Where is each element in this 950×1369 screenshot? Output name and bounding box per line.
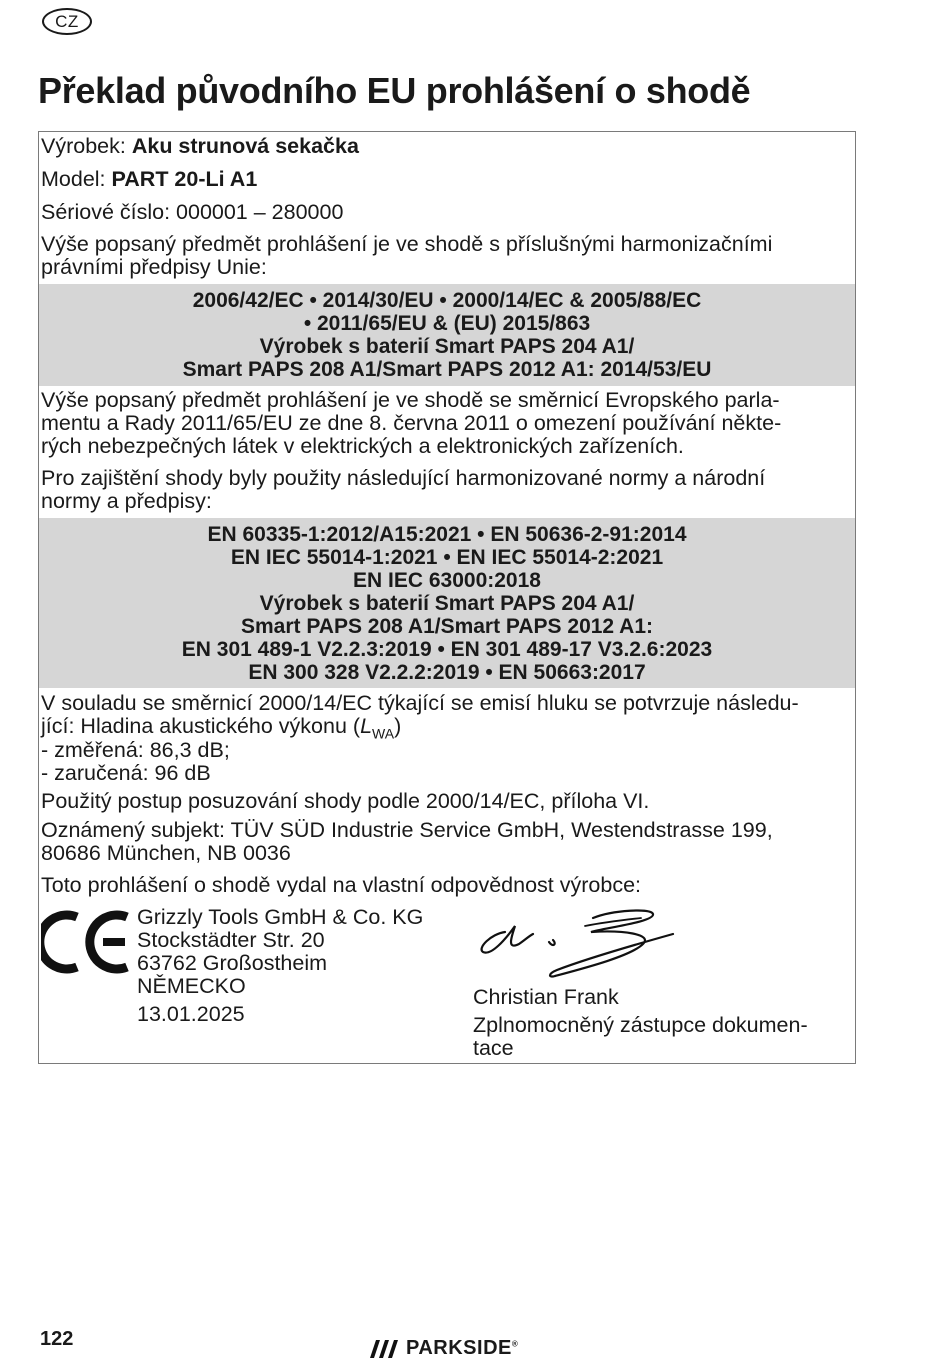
noise-line-2: jící: Hladina akustického výkonu $(L_{WA})$ <box>41 714 402 742</box>
signatory-role-line-2: tace <box>473 1036 514 1060</box>
signatory-name: Christian Frank <box>473 985 619 1009</box>
noise-measured: - změřená: 86,3 dB; <box>41 738 230 762</box>
directives-band <box>39 284 855 386</box>
model-label: Model: <box>41 167 106 191</box>
rohs-line-1: Výše popsaný předmět prohlášení je ve shodě se směrnicí Evropského parla- <box>41 388 780 412</box>
manufacturer-street: Stockstädter Str. 20 <box>137 928 325 952</box>
page-number: 122 <box>40 1328 74 1350</box>
model-value: PART 20-Li A1 <box>111 167 258 191</box>
conformity-intro-line-1: Výše popsaný předmět prohlášení je ve shodě s příslušnými harmonizačními <box>41 232 773 256</box>
rohs-line-2: mentu a Rady 2011/65/EU ze dne 8. června 2011 o omezení používání někte- <box>41 411 782 435</box>
responsibility-statement: Toto prohlášení o shodě vydal na vlastní odpovědnost výrobce: <box>41 873 641 897</box>
standards-intro-line-1: Pro zajištění shody byly použity následující harmonizované normy a národní <box>41 466 766 490</box>
standard-line: EN 300 328 V2.2.2:2019 • EN 50663:2017 <box>248 661 646 684</box>
noise-guaranteed: - zaručená: 96 dB <box>41 761 211 785</box>
directive-line: Výrobek s baterií Smart PAPS 204 A1/ <box>259 335 635 358</box>
standards-intro-line-2: normy a předpisy: <box>41 489 212 513</box>
standard-line: Výrobek s baterií Smart PAPS 204 A1/ <box>259 592 635 615</box>
parkside-logo <box>370 1337 518 1360</box>
product-label: Výrobek: <box>41 134 126 158</box>
standard-line: EN IEC 63000:2018 <box>353 569 541 592</box>
registered-mark: ® <box>511 1339 519 1349</box>
declaration-box <box>38 131 856 1064</box>
directive-line: Smart PAPS 208 A1/Smart PAPS 2012 A1: 2014/53/EU <box>182 358 712 381</box>
noise-line-1: V souladu se směrnicí 2000/14/EC týkající se emisí hluku se potvrzuje následu- <box>41 691 799 715</box>
product-name: Aku strunová sekačka <box>131 134 359 158</box>
page-title: Překlad původního EU prohlášení o shodě <box>38 70 751 111</box>
model-line <box>41 168 257 191</box>
parkside-slashes-icon <box>370 1340 400 1358</box>
assessment-procedure: Použitý postup posuzování shody podle 2000/14/EC, příloha VI. <box>41 789 650 813</box>
notified-body-line-1: Oznámený subjekt: TÜV SÜD Industrie Service GmbH, Westendstrasse 199, <box>41 818 773 842</box>
lwa-symbol: L <box>360 714 373 738</box>
ce-mark-icon <box>41 907 133 977</box>
product-line <box>41 135 359 158</box>
signature-icon <box>473 904 683 984</box>
manufacturer-city: 63762 Großostheim <box>137 951 328 975</box>
language-badge: CZ <box>42 8 92 35</box>
declaration-date: 13.01.2025 <box>137 1002 245 1026</box>
directive-line: • 2011/65/EU & (EU) 2015/863 <box>303 312 591 335</box>
brand-name: PARKSIDE® <box>406 1337 519 1359</box>
standard-line: EN 301 489-1 V2.2.3:2019 • EN 301 489-17 V3.2.6:2023 <box>181 638 713 661</box>
standard-line: Smart PAPS 208 A1/Smart PAPS 2012 A1: <box>240 615 654 638</box>
manufacturer-name: Grizzly Tools GmbH & Co. KG <box>137 905 424 929</box>
notified-body-line-2: 80686 München, NB 0036 <box>41 841 291 865</box>
signatory-role-line-1: Zplnomocněný zástupce dokumen- <box>473 1013 808 1037</box>
standards-band <box>39 518 855 688</box>
lwa-subscript: WA <box>372 725 395 742</box>
standard-line: EN 60335-1:2012/A15:2021 • EN 50636-2-91:2014 <box>207 523 687 546</box>
manufacturer-country: NĚMECKO <box>137 974 246 998</box>
rohs-line-3: rých nebezpečných látek v elektrických a elektronických zařízeních. <box>41 434 684 458</box>
standard-line: EN IEC 55014-1:2021 • EN IEC 55014-2:2021 <box>230 546 664 569</box>
serial-number: Sériové číslo: 000001 – 280000 <box>41 200 344 224</box>
directive-line: 2006/42/EC • 2014/30/EU • 2000/14/EC & 2005/88/EC <box>192 289 702 312</box>
conformity-intro-line-2: právními předpisy Unie: <box>41 255 267 279</box>
